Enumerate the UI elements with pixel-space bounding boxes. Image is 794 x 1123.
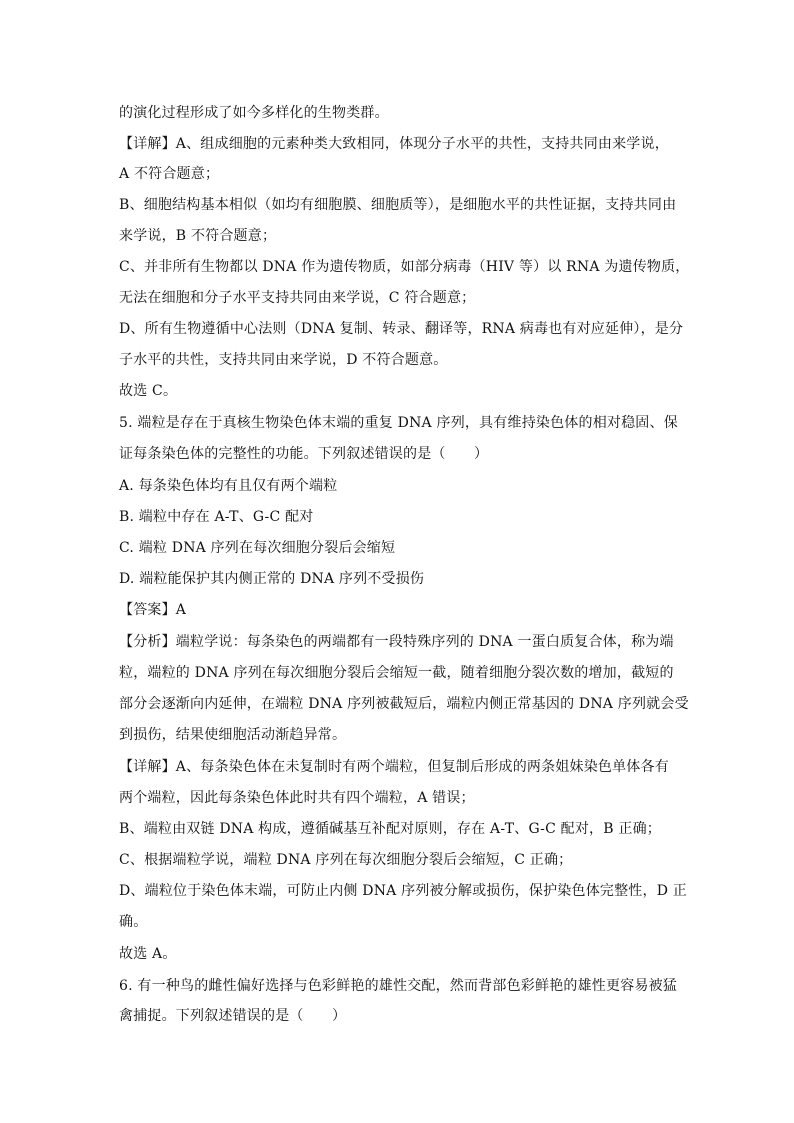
text-line: B、细胞结构基本相似（如均有细胞膜、细胞质等），是细胞水平的共性证据，支持共同由 (119, 197, 677, 213)
text-line: 两个端粒，因此每条染色体此时共有四个端粒，A 错误； (119, 790, 475, 806)
answer-line: 【答案】A (119, 602, 187, 618)
text-line: C、并非所有生物都以 DNA 作为遗传物质，如部分病毒（HIV 等）以 RNA 为遗传物质， (119, 259, 690, 275)
text-line: 子水平的共性，支持共同由来学说，D 不符合题意。 (119, 352, 448, 368)
text-line: A 不符合题意； (119, 166, 220, 182)
text-line: 来学说，B 不符合题意； (119, 228, 277, 244)
question-text: 5. 端粒是存在于真核生物染色体末端的重复 DNA 序列，具有维持染色体的相对稳固、保 (119, 415, 678, 431)
option-d: D. 端粒能保护其内侧正常的 DNA 序列不受损伤 (119, 571, 425, 587)
text-line: 【详解】A、每条染色体在未复制时有两个端粒，但复制后形成的两条姐妹染色单体各有 (119, 759, 669, 775)
text-line: 的演化过程形成了如今多样化的生物类群。 (119, 105, 389, 121)
text-line: 故选 C。 (119, 383, 178, 399)
text-line: D、端粒位于染色体末端，可防止内侧 DNA 序列被分解或损伤，保护染色体完整性，D 正 (119, 883, 687, 899)
text-line: C、根据端粒学说，端粒 DNA 序列在每次细胞分裂后会缩短，C 正确； (119, 852, 573, 868)
text-line: 故选 A。 (119, 946, 177, 962)
text-line: 粒，端粒的 DNA 序列在每次细胞分裂后会缩短一截，随着细胞分裂次数的增加，截短的 (119, 665, 674, 681)
text-line: 确。 (119, 914, 148, 930)
text-line: 【详解】A、组成细胞的元素种类大致相同，体现分子水平的共性，支持共同由来学说， (119, 136, 669, 152)
text-line: 部分会逐渐向内延伸，在端粒 DNA 序列被截短后，端粒内侧正常基因的 DNA 序列就会受 (119, 696, 689, 712)
question-text: 6. 有一种鸟的雌性偏好选择与色彩鲜艳的雄性交配，然而背部色彩鲜艳的雄性更容易被猛 (119, 978, 678, 994)
text-line: 无法在细胞和分子水平支持共同由来学说，C 符合题意； (119, 290, 476, 306)
option-a: A. 每条染色体均有且仅有两个端粒 (119, 478, 338, 494)
text-line: 到损伤，结果使细胞活动渐趋异常。 (119, 727, 347, 743)
text-line: B、端粒由双链 DNA 构成，遵循碱基互补配对原则，存在 A-T、G-C 配对，B 正确； (119, 821, 661, 837)
text-line: D、所有生物遵循中心法则（DNA 复制、转录、翻译等，RNA 病毒也有对应延伸），是分 (119, 321, 684, 337)
text-line: 【分析】端粒学说：每条染色的两端都有一段特殊序列的 DNA 一蛋白质复合体，称为端 (119, 634, 674, 650)
option-b: B. 端粒中存在 A-T、G-C 配对 (119, 509, 314, 525)
option-c: C. 端粒 DNA 序列在每次细胞分裂后会缩短 (119, 540, 396, 556)
question-text: 禽捕捉。下列叙述错误的是（ ） (119, 1008, 347, 1024)
question-text: 证每条染色体的完整性的功能。下列叙述错误的是（ ） (119, 446, 489, 462)
